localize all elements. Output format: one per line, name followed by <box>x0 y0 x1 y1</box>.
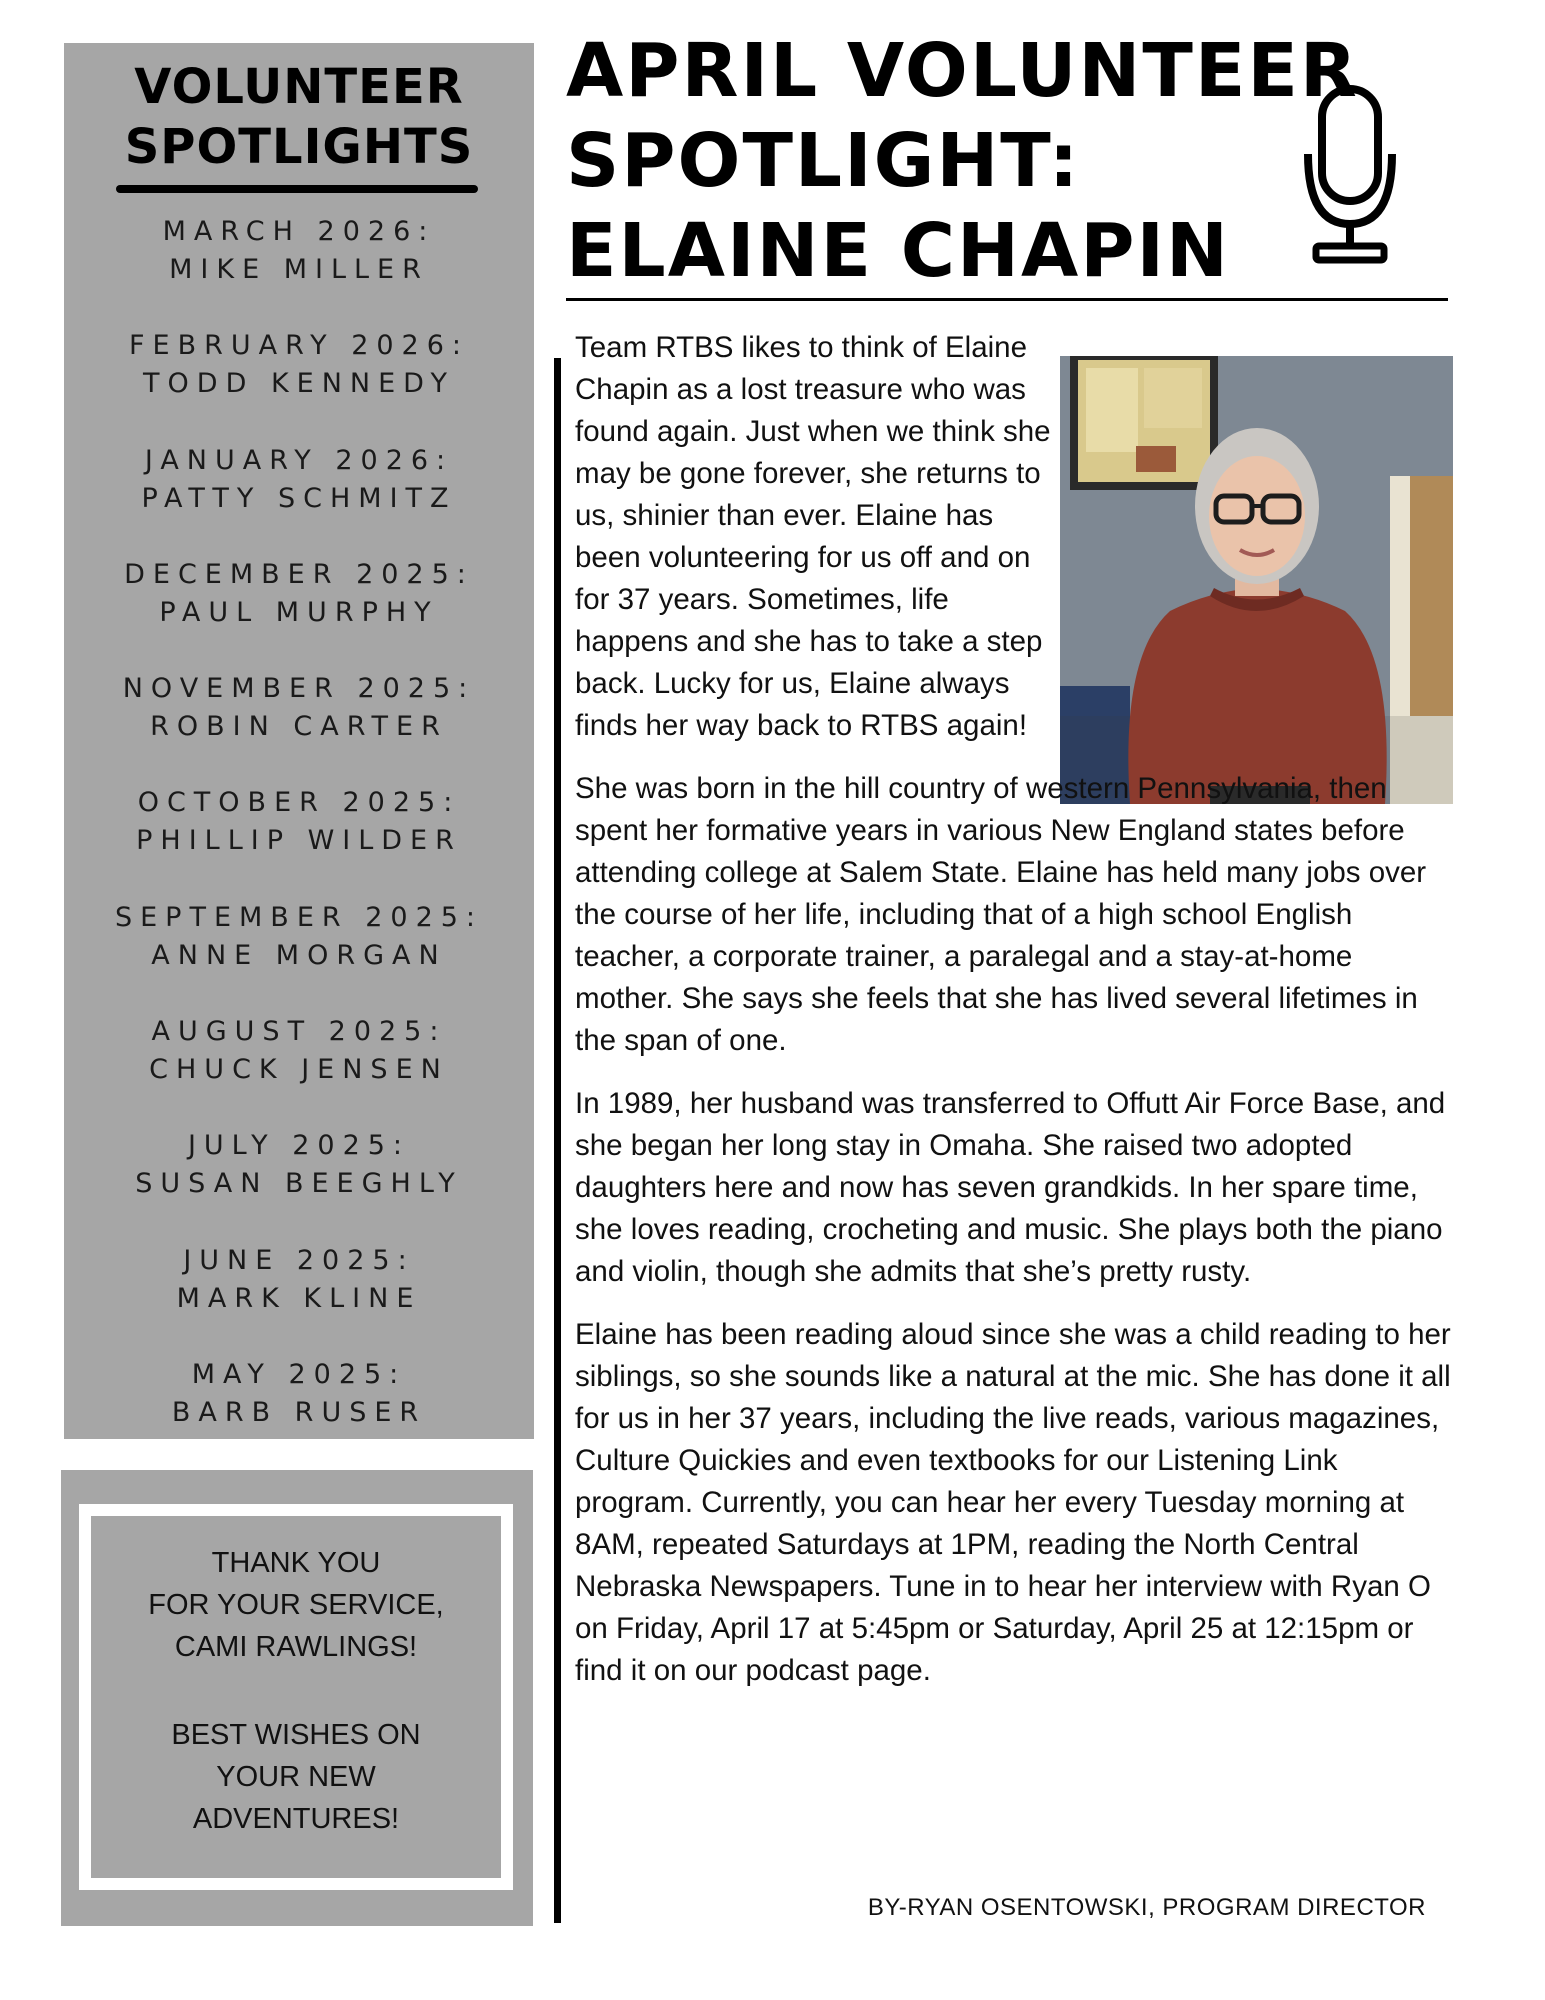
spotlight-name: ANNE MORGAN <box>151 939 447 971</box>
spotlight-month: JUNE 2025: <box>183 1244 415 1276</box>
spotlight-month: OCTOBER 2025: <box>137 787 461 819</box>
thank-you-box <box>61 1470 533 1926</box>
spotlight-month: AUGUST 2025: <box>151 1016 447 1048</box>
spotlight-month: MARCH 2026: <box>162 216 436 247</box>
spotlight-name: TODD KENNEDY <box>143 368 455 400</box>
spotlight-month: JANUARY 2026: <box>144 444 454 476</box>
spotlight-month: DECEMBER 2025: <box>124 558 474 590</box>
article-byline: BY-RYAN OSENTOWSKI, PROGRAM DIRECTOR <box>867 1894 1426 1921</box>
spotlight-name: SUSAN BEEGHLY <box>135 1168 463 1200</box>
spotlight-entry <box>64 213 534 327</box>
article-left-rule <box>554 358 561 1923</box>
spotlight-month: FEBRUARY 2026: <box>128 330 470 362</box>
thank-you-message: THANK YOU FOR YOUR SERVICE, CAMI RAWLINGS! BEST WISHES ON YOUR NEW ADVENTURES! <box>91 1542 501 1840</box>
spotlight-entry <box>64 556 534 670</box>
thank-you-spacer <box>91 1668 501 1714</box>
sidebar-title-underline <box>116 185 478 193</box>
headline-divider <box>566 298 1448 301</box>
article-paragraph: She was born in the hill country of western Pennsylvania, then spent her formative years in various New England states before attending college at Salem State. Elaine has held many jobs over the course of her life, including that of a high school English teacher, a corporate trainer, a paralegal and a stay-at-home mother. She says she feels that she has lived several lifetimes in the span of one. <box>575 772 1427 1057</box>
microphone-icon <box>1302 84 1398 266</box>
spotlight-name: PAUL MURPHY <box>159 596 439 628</box>
spotlight-list <box>64 213 534 1470</box>
spotlight-name: BARB RUSER <box>171 1396 427 1428</box>
spotlight-entry <box>64 1356 534 1470</box>
spotlight-entry <box>64 899 534 1013</box>
article-paragraph: In 1989, her husband was transferred to Offutt Air Force Base, and she began her long stay in Omaha. She raised two adopted daughters here and now has seven grandkids. In her spare time, she loves reading, crocheting and music. She plays both the piano and violin, though she admits that she’s pretty rusty. <box>575 1087 1446 1288</box>
spotlight-name: PATTY SCHMITZ <box>141 482 457 514</box>
spotlight-month: JULY 2025: <box>187 1130 411 1162</box>
spotlight-entry <box>64 1013 534 1127</box>
spotlight-month: SEPTEMBER 2025: <box>114 901 484 933</box>
spotlight-name: PHILLIP WILDER <box>136 825 462 857</box>
spotlight-entry <box>64 442 534 556</box>
article-paragraph: Elaine has been reading aloud since she was a child reading to her siblings, so she sounds like a natural at the mic. She has done it all for us in her 37 years, including the live reads, various magazines, Culture Quickies and even textbooks for our Listening Link program. Currently, you can hear her every Tuesday morning at 8AM, repeated Saturdays at 1PM, reading the North Central Nebraska Newspapers. Tune in to hear her interview with Ryan O on Friday, April 17 at 5:45pm or Saturday, April 25 at 12:15pm or find it on our podcast page. <box>575 1318 1451 1687</box>
spotlight-month: MAY 2025: <box>191 1358 407 1390</box>
spotlight-entry <box>64 784 534 898</box>
spotlight-name: ROBIN CARTER <box>150 711 448 743</box>
spotlight-entry <box>64 1242 534 1356</box>
article-headline: APRIL VOLUNTEER SPOTLIGHT: ELAINE CHAPIN <box>566 28 1359 294</box>
spotlight-entry <box>64 1127 534 1241</box>
article-paragraph-intro: Team RTBS likes to think of Elaine Chapin as a lost treasure who was found again. Just when we think she may be gone forever, she returns to us, shinier than ever. Elaine has been volunteering for us off and on for 37 years. Sometimes, life happens and she has to take a step back. Lucky for us, Elaine always finds her way back to RTBS again! <box>575 331 1051 742</box>
sidebar-title: VOLUNTEER SPOTLIGHTS <box>124 59 474 175</box>
spotlight-entry <box>64 327 534 441</box>
spotlight-name: CHUCK JENSEN <box>149 1054 449 1086</box>
spotlight-entry <box>64 670 534 784</box>
article-body <box>575 327 1455 1713</box>
thank-you-frame <box>79 1504 513 1890</box>
spotlight-name: MARK KLINE <box>176 1282 422 1314</box>
spotlight-name: MIKE MILLER <box>169 254 429 285</box>
volunteer-spotlights-sidebar <box>64 43 534 1439</box>
spotlight-month: NOVEMBER 2025: <box>122 673 476 705</box>
